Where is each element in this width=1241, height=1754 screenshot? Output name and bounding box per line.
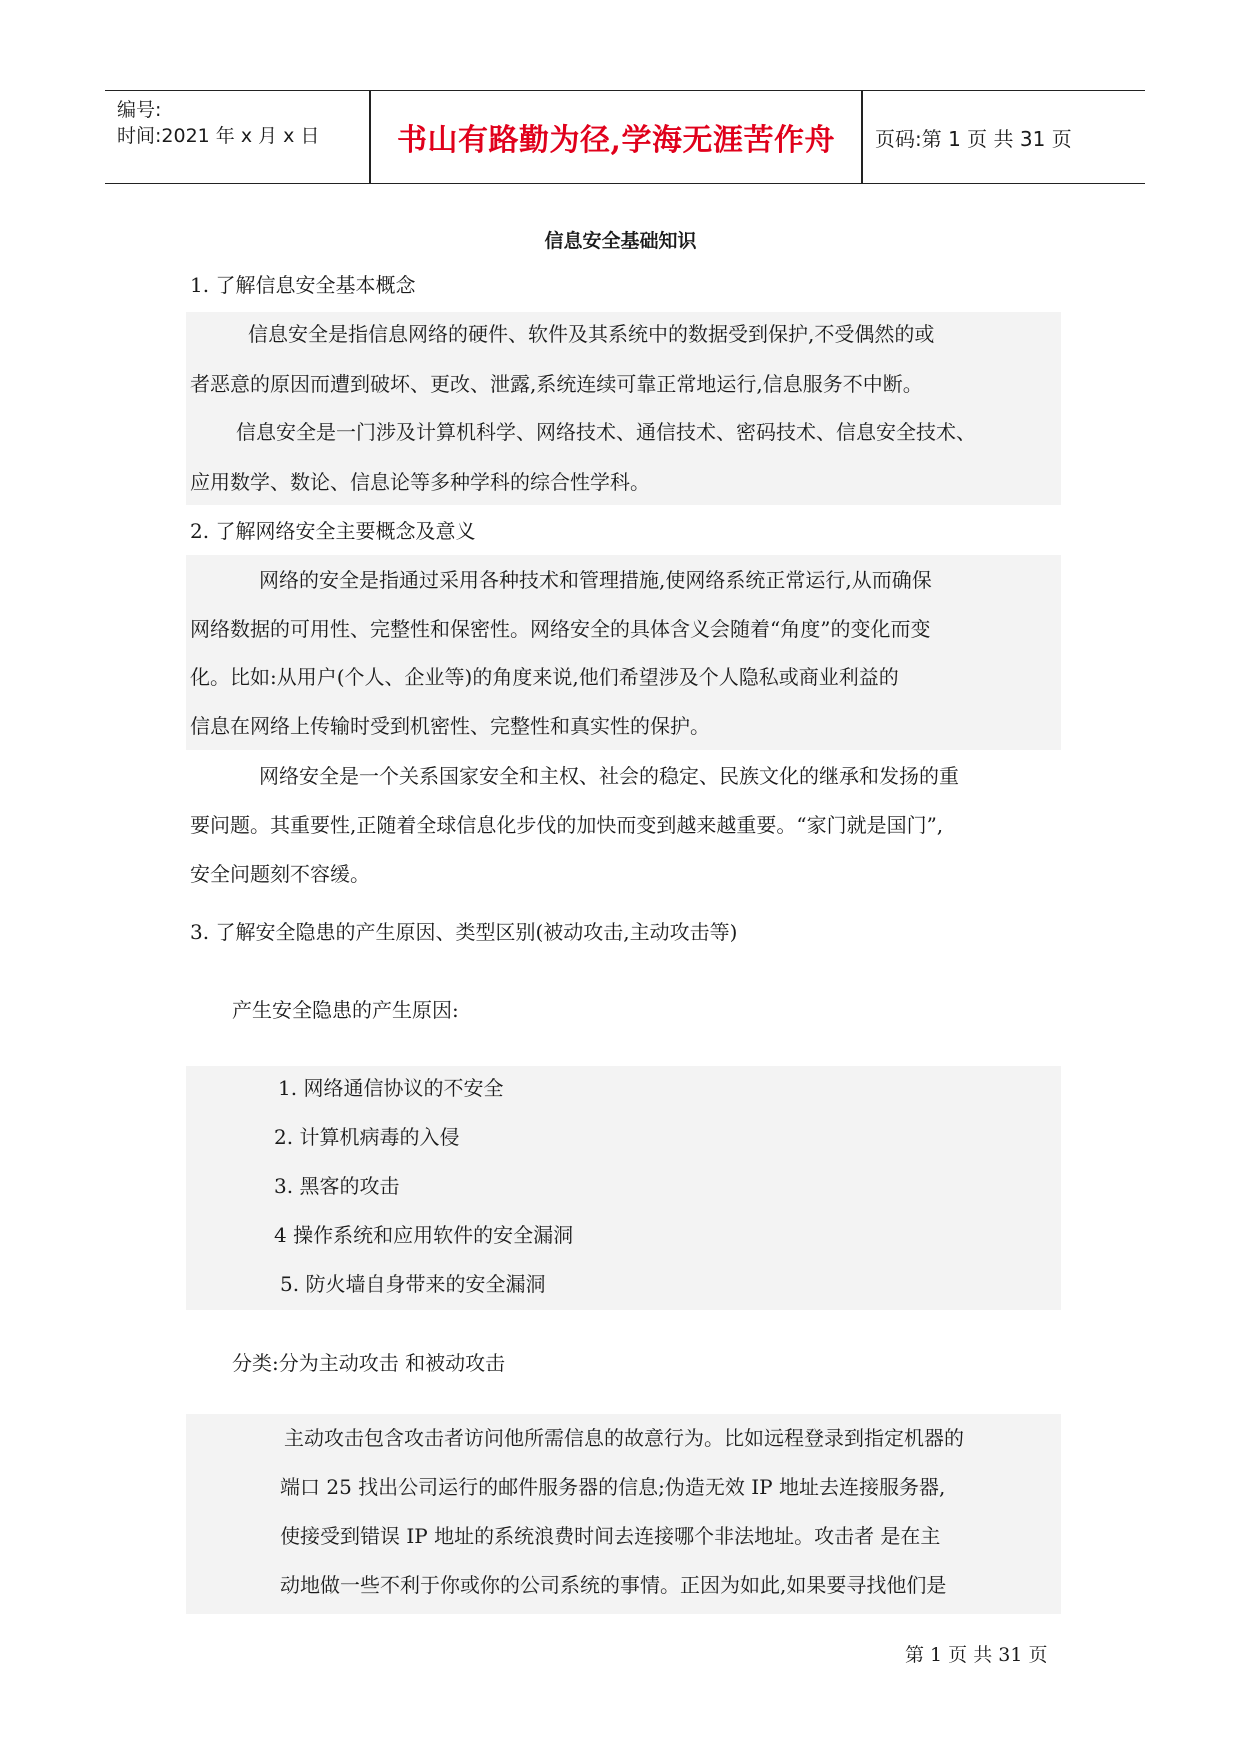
list-item: 1. 网络通信协议的不安全 <box>278 1076 504 1100</box>
paragraph-line: 网络安全是一个关系国家安全和主权、社会的稳定、民族文化的继承和发扬的重 <box>259 764 959 788</box>
list-item: 2. 计算机病毒的入侵 <box>274 1125 460 1149</box>
paragraph-line: 安全问题刻不容缓。 <box>190 862 370 886</box>
paragraph-line: 网络数据的可用性、完整性和保密性。网络安全的具体含义会随着“角度”的变化而变 <box>190 617 931 641</box>
header-page-label: 页码:第 1 页 共 31 页 <box>875 126 1072 151</box>
list-item: 4 操作系统和应用软件的安全漏洞 <box>274 1223 574 1247</box>
paragraph-line: 产生安全隐患的产生原因: <box>232 998 459 1022</box>
paragraph-line: 端口 25 找出公司运行的邮件服务器的信息;伪造无效 IP 地址去连接服务器, <box>280 1475 946 1499</box>
header-meta <box>117 91 372 183</box>
page-header <box>105 90 1145 184</box>
paragraph-line: 使接受到错误 IP 地址的系统浪费时间去连接哪个非法地址。攻击者 是在主 <box>280 1524 941 1548</box>
page-footer: 第 1 页 共 31 页 <box>905 1644 1048 1666</box>
paragraph-line: 分类:分为主动攻击 和被动攻击 <box>232 1351 506 1375</box>
list-item: 5. 防火墙自身带来的安全漏洞 <box>280 1272 546 1296</box>
paragraph-line: 要问题。其重要性,正随着全球信息化步伐的加快而变到越来越重要。“家门就是国门”, <box>190 813 944 837</box>
header-time-label: 时间:2021 年 x 月 x 日 <box>117 125 320 147</box>
list-item: 3. 黑客的攻击 <box>274 1174 400 1198</box>
header-motto: 书山有路勤为径,学海无涯苦作舟 <box>397 123 835 158</box>
section-heading: 2. 了解网络安全主要概念及意义 <box>190 519 476 543</box>
header-number-label: 编号: <box>117 99 162 121</box>
paragraph-line: 信息安全是指信息网络的硬件、软件及其系统中的数据受到保护,不受偶然的或 <box>248 322 935 346</box>
paragraph-line: 主动攻击包含攻击者访问他所需信息的故意行为。比如远程登录到指定机器的 <box>284 1426 964 1450</box>
section-heading: 1. 了解信息安全基本概念 <box>190 273 416 297</box>
paragraph-line: 者恶意的原因而遭到破坏、更改、泄露,系统连续可靠正常地运行,信息服务不中断。 <box>190 372 923 396</box>
document-title: 信息安全基础知识 <box>544 230 697 252</box>
header-divider <box>861 91 863 183</box>
paragraph-line: 信息安全是一门涉及计算机科学、网络技术、通信技术、密码技术、信息安全技术、 <box>236 420 976 444</box>
paragraph-line: 动地做一些不利于你或你的公司系统的事情。正因为如此,如果要寻找他们是 <box>280 1573 947 1597</box>
paragraph-line: 化。比如:从用户(个人、企业等)的角度来说,他们希望涉及个人隐私或商业利益的 <box>190 665 899 689</box>
paragraph-line: 信息在网络上传输时受到机密性、完整性和真实性的保护。 <box>190 714 710 738</box>
paragraph-line: 网络的安全是指通过采用各种技术和管理措施,使网络系统正常运行,从而确保 <box>259 568 932 592</box>
section-heading: 3. 了解安全隐患的产生原因、类型区别(被动攻击,主动攻击等) <box>190 920 738 944</box>
paragraph-line: 应用数学、数论、信息论等多种学科的综合性学科。 <box>190 470 650 494</box>
